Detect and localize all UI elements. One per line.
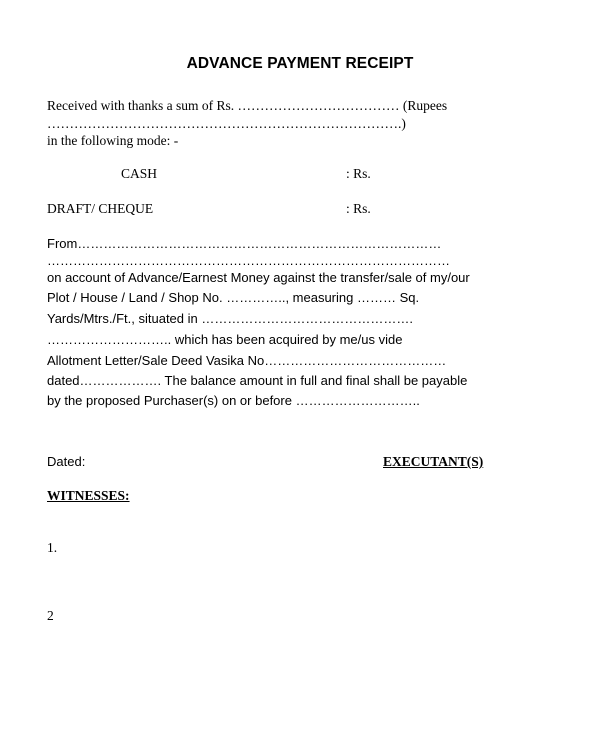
account-of-line: on account of Advance/Earnest Money against the transfer/sale of my/our [47,270,470,285]
rupees-words-line: …………………………………………………………………….) [47,116,406,131]
acquired-line: ……………………….. which has been acquired by me/us vide [47,332,403,347]
witness-2: 2 [47,608,54,623]
allotment-line: Allotment Letter/Sale Deed Vasika No…………………………………… [47,353,447,368]
cash-amount-label: : Rs. [346,166,371,181]
witnesses-label: WITNESSES: [47,488,130,503]
page-title: ADVANCE PAYMENT RECEIPT [186,55,414,72]
draft-cheque-label: DRAFT/ CHEQUE [47,201,154,216]
plot-number-line: Plot / House / Land / Shop No. ………….., measuring ……… Sq. [47,290,420,305]
from-line: From………………………………………………………………………… [47,236,442,251]
from-continuation-line: ………………………………………………………………………………… [47,253,450,268]
dated-label: Dated: [47,454,86,469]
purchaser-line: by the proposed Purchaser(s) on or before ……………………….. [47,393,420,408]
cash-label: CASH [121,166,158,181]
witness-1: 1. [47,540,58,555]
balance-dated-line: dated………………. The balance amount in full and final shall be payable [47,373,468,388]
draft-cheque-amount-label: : Rs. [346,201,371,216]
executant-label: EXECUTANT(S) [383,454,484,469]
situated-line: Yards/Mtrs./Ft., situated in …………………………………………. [47,311,413,326]
received-sum-line: Received with thanks a sum of Rs. ……………………………… (Rupees [47,98,448,113]
payment-mode-intro: in the following mode: - [47,133,179,148]
